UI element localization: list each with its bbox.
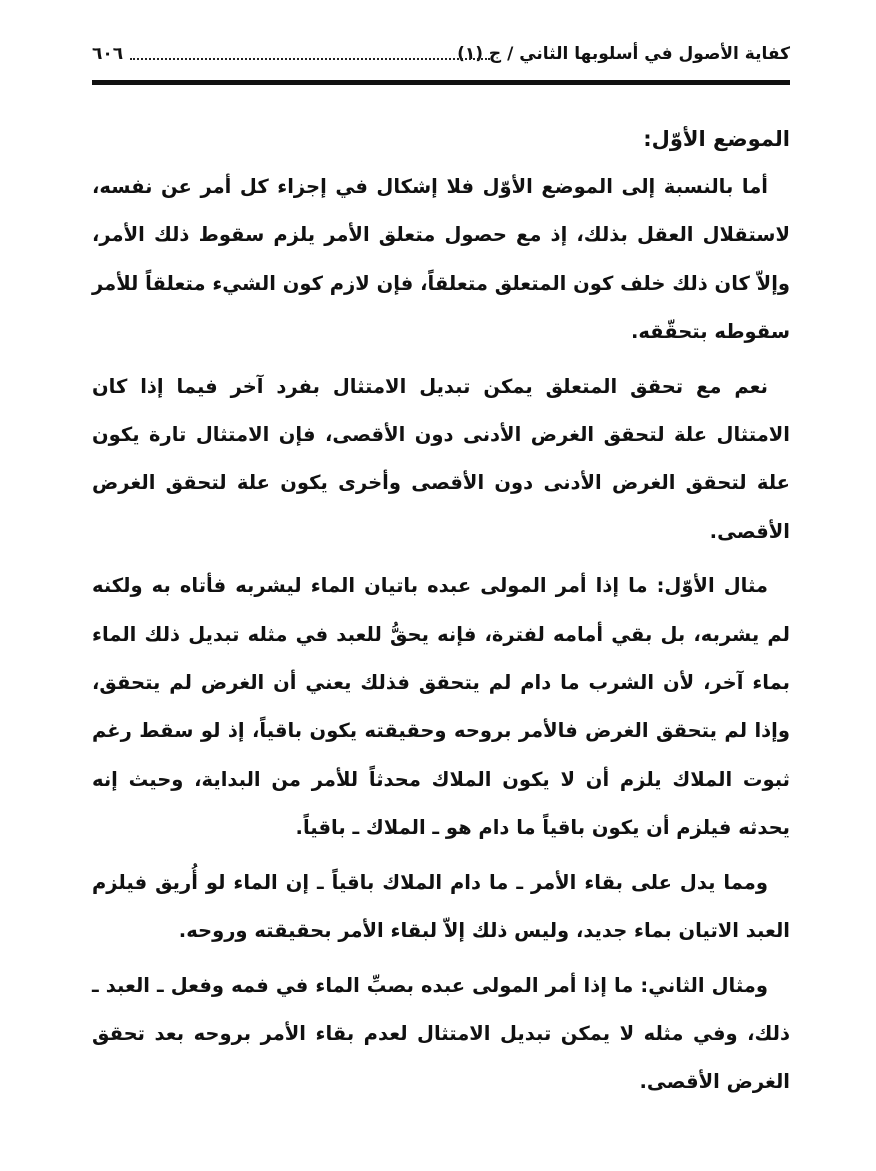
paragraph: مثال الأوّل: ما إذا أمر المولى عبده باتيان الماء ليشربه فأتاه به ولكنه لم يشربه، بل بقي أمامه لفترة، فإنه يحقُّ للعبد في مثله تبديل ذلك الماء بماء آخر، لأن الشرب ما دام لم يتحقق فذلك يعني أن الغرض لم يتحقق، وإذا لم يتحقق الغرض فالأمر بروحه وحقيقته يكون باقياً، إذ لو سقط رغم ثبوت الملاك يلزم أن لا يكون الملاك محدثاً للأمر من البداية، وحيث إنه يحدثه فيلزم أن يكون باقياً ما دام هو ـ الملاك ـ باقياً. bbox=[92, 574, 790, 840]
header-dotted-leader bbox=[130, 58, 490, 60]
book-title: كفاية الأصول في أسلوبها الثاني / ج (١) bbox=[457, 44, 790, 64]
header-rule bbox=[92, 80, 790, 85]
paragraph: نعم مع تحقق المتعلق يمكن تبديل الامتثال بفرد آخر فيما إذا كان الامتثال علة لتحقق الغرض الأدنى دون الأقصى، فإن الامتثال تارة يكون علة لتحقق الغرض الأدنى دون الأقصى وأخرى يكون علة لتحقق الغرض الأقصى. bbox=[92, 374, 790, 543]
book-page bbox=[92, 38, 790, 1148]
page-body bbox=[92, 115, 790, 1107]
section-heading: الموضع الأوّل: bbox=[643, 127, 790, 151]
paragraph: ومما يدل على بقاء الأمر ـ ما دام الملاك باقياً ـ إن الماء لو أُريق فيلزم العبد الاتيان بماء جديد، وليس ذلك إلاّ لبقاء الأمر بحقيقته وروحه. bbox=[92, 870, 790, 943]
page-number: ٦٠٦ bbox=[92, 44, 124, 64]
paragraph: ومثال الثاني: ما إذا أمر المولى عبده بصبِّ الماء في فمه وفعل ـ العبد ـ ذلك، وفي مثله لا يمكن تبديل الامتثال لعدم بقاء الأمر بروحه بعد تحقق الغرض الأقصى. bbox=[92, 973, 790, 1094]
running-header bbox=[92, 38, 790, 70]
paragraph: أما بالنسبة إلى الموضع الأوّل فلا إشكال في إجزاء كل أمر عن نفسه، لاستقلال العقل بذلك، إذ مع حصول متعلق الأمر يلزم سقوط ذلك الأمر، وإلاّ كان ذلك خلف كون المتعلق متعلقاً، فإن لازم كون الشيء متعلقاً للأمر سقوطه بتحقّقه. bbox=[92, 175, 790, 344]
